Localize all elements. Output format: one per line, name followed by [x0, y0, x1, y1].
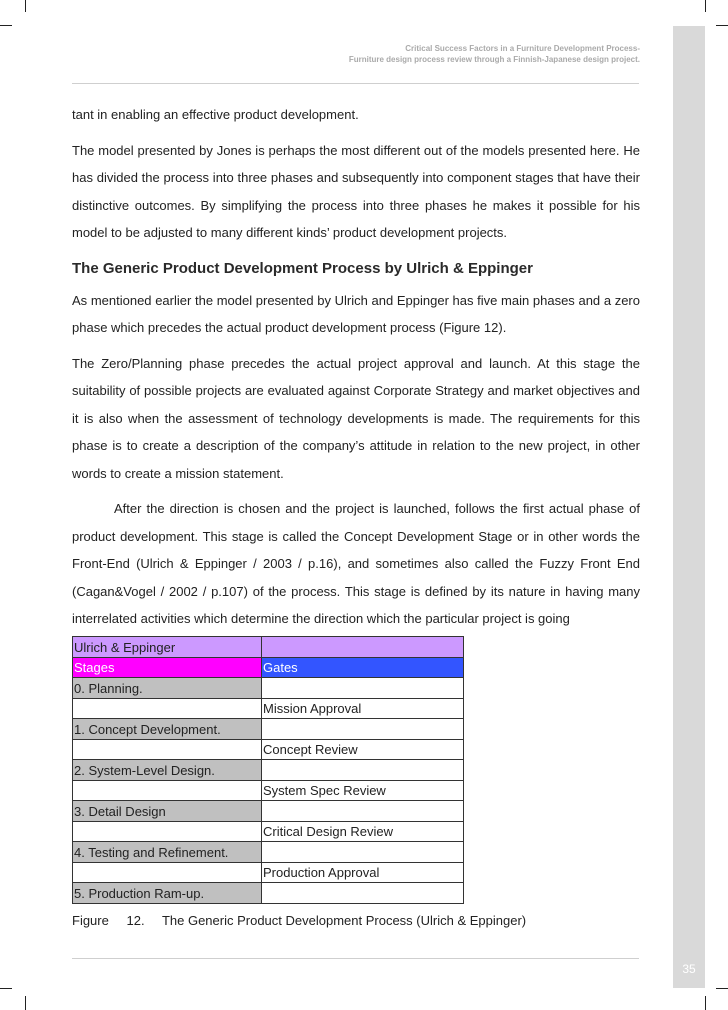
stages-gates-table [72, 636, 464, 904]
figure-caption [72, 913, 540, 928]
stage-cell: 2. System-Level Design. [73, 760, 262, 781]
paragraph: After the direction is chosen and the project is launched, follows the first actual phase of product development. This stage is called the Concept Development Stage or in other words the Front-End (Ulrich & Eppinger / 2003 / p.16), and sometimes also called the Fuzzy Front End (Cagan&Vogel / 2002 / p.107) of the process. This stage is defined by its nature in having many interrelated activities which determine the direction which the particular project is going [72, 501, 640, 626]
gate-cell: Concept Review [262, 739, 464, 760]
body-text [72, 101, 640, 633]
running-header-line2: Furniture design process review through a Finnish-Japanese design project. [348, 55, 640, 64]
crop-mark [705, 996, 706, 1010]
stage-cell: 0. Planning. [73, 678, 262, 699]
table-row [73, 821, 464, 842]
crop-mark [716, 25, 728, 26]
paragraph: The model presented by Jones is perhaps the most different out of the models presented here. He has divided the process into three phases and subsequently into component stages that have their distinctive outcomes. By simplifying the process into three phases he makes it possible for his model to be adjusted to many different kinds’ product development projects. [72, 142, 640, 240]
stage-cell [73, 862, 262, 883]
running-header [349, 43, 640, 65]
gate-cell: System Spec Review [262, 780, 464, 801]
header-rule [72, 83, 639, 84]
gate-cell [262, 760, 464, 781]
table-row [73, 760, 464, 781]
crop-mark [705, 0, 706, 12]
gate-cell [262, 801, 464, 822]
caption-label: Figure [72, 913, 109, 928]
crop-mark [0, 988, 12, 989]
page-sidebar [673, 26, 705, 988]
table-row [73, 842, 464, 863]
section-heading: The Generic Product Development Process by Ulrich & Eppinger [72, 259, 533, 277]
table-row [73, 801, 464, 822]
stage-cell [73, 821, 262, 842]
running-header-line1: Critical Success Factors in a Furniture Development Process- [405, 44, 640, 53]
paragraph: tant in enabling an effective product development. [72, 107, 359, 122]
paragraph: As mentioned earlier the model presented by Ulrich and Eppinger has five main phases and a zero phase which precedes the actual product development process (Figure 12). [72, 292, 640, 335]
crop-mark [25, 0, 26, 12]
gates-column-header: Gates [262, 657, 464, 678]
stage-cell: 5. Production Ram-up. [73, 883, 262, 904]
gate-cell: Mission Approval [262, 698, 464, 719]
table-row [73, 678, 464, 699]
footer-rule [72, 958, 639, 959]
table-row [73, 739, 464, 760]
paragraph: The Zero/Planning phase precedes the actual project approval and launch. At this stage the suitability of possible projects are evaluated against Corporate Strategy and market objectives and it is also when the assessment of technology developments is made. The requirements for this phase is to create a description of the company’s attitude in relation to the new project, in other words to create a mission statement. [72, 355, 640, 481]
stage-cell [73, 739, 262, 760]
page-number: 35 [682, 962, 696, 976]
stage-cell: 4. Testing and Refinement. [73, 842, 262, 863]
stages-column-header: Stages [73, 657, 262, 678]
stage-cell: 1. Concept Development. [73, 719, 262, 740]
stage-cell [73, 698, 262, 719]
stage-cell: 3. Detail Design [73, 801, 262, 822]
gate-cell: Critical Design Review [262, 821, 464, 842]
stage-cell [73, 780, 262, 801]
crop-mark [25, 996, 26, 1010]
crop-mark [716, 988, 728, 989]
table-row [73, 883, 464, 904]
table-row [73, 698, 464, 719]
caption-number: 12. [126, 913, 145, 928]
table-row [73, 719, 464, 740]
table-row [73, 862, 464, 883]
table-row [73, 780, 464, 801]
caption-text: The Generic Product Development Process (Ulrich & Eppinger) [161, 913, 527, 928]
gate-cell [262, 678, 464, 699]
gate-cell [262, 883, 464, 904]
table-title-cell: Ulrich & Eppinger [73, 637, 262, 658]
gate-cell: Production Approval [262, 862, 464, 883]
crop-mark [0, 25, 12, 26]
table-title-cell-empty [262, 637, 464, 658]
gate-cell [262, 719, 464, 740]
gate-cell [262, 842, 464, 863]
